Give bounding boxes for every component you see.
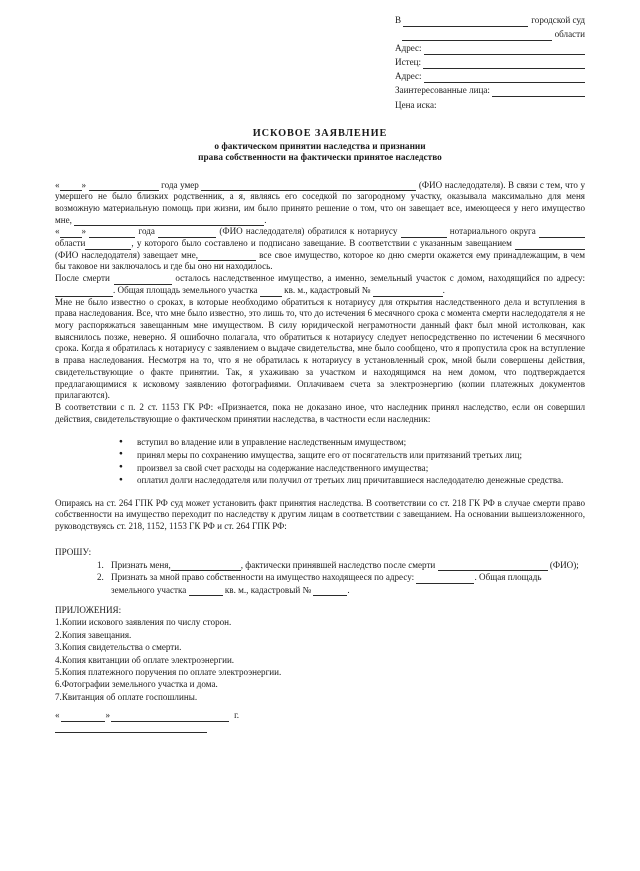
attachment-item: 2.Копия завещания. <box>55 629 132 640</box>
date-day-blank[interactable] <box>61 712 105 722</box>
statutory-condition-item: ● принял меры по сохранению имущества, защите его от посягательств или притязаний третьих лиц; <box>119 449 585 462</box>
paragraph-p2-text: года <box>135 226 159 237</box>
paragraph-p2-text: » <box>81 226 90 237</box>
paragraph-p1-text: . <box>264 214 267 225</box>
paragraph-p2-blank-6[interactable] <box>85 241 131 250</box>
paragraph-p2 <box>55 226 585 273</box>
request-r1-text: , фактически принявшей наследство после смерти <box>240 559 438 570</box>
document-title: ИСКОВОЕ ЗАЯВЛЕНИЕ <box>252 128 388 140</box>
request-list <box>55 559 585 596</box>
statutory-condition-item: ● оплатил долги наследодателя или получил от третьих лиц причитавшиеся наследодателю денежные средства. <box>119 474 585 487</box>
paragraph-p3 <box>55 273 585 296</box>
request-r1-text: (ФИО); <box>547 559 579 570</box>
court-prefix-label: В <box>395 15 402 25</box>
request-item-r2 <box>97 571 585 596</box>
court-address-blank[interactable] <box>424 44 585 55</box>
claim-price-line <box>395 99 585 112</box>
signature-date-line <box>55 710 585 722</box>
attachment-item: 3.Копия свидетельства о смерти. <box>55 642 182 653</box>
court-region-suffix-label: области <box>554 29 585 40</box>
court-addressee-block <box>395 14 585 111</box>
interested-parties-blank[interactable] <box>492 86 585 97</box>
paragraph-p1-blank-3[interactable] <box>201 182 416 191</box>
request-heading: ПРОШУ: <box>55 546 92 557</box>
paragraph-p3-blank-4[interactable] <box>373 288 443 297</box>
request-r2-text: кв. м., кадастровый № <box>222 584 314 595</box>
court-region-blank[interactable] <box>402 30 552 41</box>
court-address-label: Адрес: <box>395 43 422 54</box>
paragraph-p3-text: . <box>442 284 445 295</box>
paragraph-p2-text: (ФИО наследодателя) завещает мне, <box>55 249 199 260</box>
paragraph-p6-text: Опираясь на ст. 264 ГПК РФ суд может установить факт принятия наследства. В соответствии со ст. 218 ГК РФ в случае смерти право собственности на имущество переходит по наследству к другим лицам в соответствии с завещанием. На основании вышеизложенного, руководствуясь ст. 218, 1152, 1153 ГК РФ и ст. 264 ГПК РФ: <box>55 497 585 532</box>
document-body <box>55 14 585 733</box>
request-r1-blank-2[interactable] <box>438 562 548 571</box>
statutory-condition-item: ● вступил во владение или в управление наследственным имуществом; <box>119 436 585 449</box>
paragraph-p2-text: области <box>55 238 86 249</box>
paragraph-p2-text: (ФИО наследодателя) обратился к нотариусу <box>216 226 401 237</box>
paragraph-p3-text: осталось наследственное имущество, а именно, земельный участок с домом, находящийся по адресу: <box>171 273 586 284</box>
request-r1-text: Признать меня, <box>111 559 171 570</box>
request-r2-blank-3[interactable] <box>313 584 350 596</box>
attachments-list <box>55 616 585 703</box>
paragraph-p5-text: В соответствии с п. 2 ст. 1153 ГК РФ: «Признается, пока не доказано иное, что наследник принял наследство, если он совершил действия, свидетельствующие о фактическом принятии наследства, в частности если наследник: <box>55 401 585 424</box>
paragraph-p2-blank-2[interactable] <box>89 229 135 238</box>
court-region-line <box>395 28 585 41</box>
request-r2-text: . <box>347 584 350 595</box>
paragraph-p4 <box>55 297 585 402</box>
paragraph-p6 <box>55 498 585 533</box>
plaintiff-line <box>395 56 585 69</box>
attachment-item: 6.Фотографии земельного участка и дома. <box>55 679 218 690</box>
court-name-blank[interactable] <box>403 16 528 27</box>
document-title-block <box>55 128 585 164</box>
attachment-item: 7.Квитанция об оплате госпошлины. <box>55 691 198 702</box>
court-suffix-label: городской суд <box>531 15 585 25</box>
paragraph-p1 <box>55 180 585 227</box>
document-subtitle-line-1: о фактическом принятии наследства и признании <box>214 141 426 152</box>
paragraph-p2-text: , у которого было составлено и подписано завещание. В соответствии с указанным завещанием <box>131 238 515 249</box>
request-item-r1 <box>97 559 585 571</box>
attachments-heading: ПРИЛОЖЕНИЯ: <box>55 605 122 616</box>
interested-parties-label: Заинтересованные лица: <box>395 85 490 96</box>
plaintiff-address-blank[interactable] <box>424 72 585 83</box>
date-month-year-blank[interactable] <box>111 712 229 722</box>
request-r2-text: Признать за мной право собственности на имущество находящееся по адресу: <box>111 572 417 583</box>
paragraph-p2-text: нотариального округа <box>446 226 539 237</box>
paragraph-p1-blank-4[interactable] <box>74 214 267 226</box>
request-r1-blank-1[interactable] <box>171 562 241 571</box>
paragraph-p3-text: После смерти <box>55 273 114 284</box>
court-name-line <box>395 14 585 27</box>
paragraph-p2-text: « <box>55 226 60 237</box>
statutory-conditions-list <box>55 436 585 486</box>
date-year-suffix: г. <box>234 710 240 721</box>
attachment-item: 1.Копии искового заявления по числу сторон. <box>55 617 232 628</box>
paragraph-container <box>55 180 585 426</box>
paragraph-p2-blank-7[interactable] <box>515 241 585 250</box>
attachment-item: 5.Копия платежного поручения по оплате электроэнергии. <box>55 667 282 678</box>
statutory-condition-item: ● произвел за свой счет расходы на содержание наследственного имущества; <box>119 462 585 475</box>
paragraph-p1-blank-2[interactable] <box>89 182 159 191</box>
court-address-line <box>395 42 585 55</box>
date-quote-close: » <box>105 710 111 721</box>
interested-parties-line <box>395 84 585 97</box>
paragraph-p2-blank-3[interactable] <box>158 229 216 238</box>
paragraph-p3-blank-3[interactable] <box>260 288 282 297</box>
claim-price-label: Цена иска: <box>395 99 437 110</box>
paragraph-p3-blank-1[interactable] <box>114 276 172 285</box>
paragraph-p5 <box>55 402 585 425</box>
paragraph-p3-text: . Общая площадь земельного участка <box>113 284 260 295</box>
paragraph-p2-blank-4[interactable] <box>401 229 447 238</box>
paragraph-p1-text: года умер <box>158 179 202 190</box>
request-r2-blank-1[interactable] <box>416 575 474 584</box>
plaintiff-label: Истец: <box>395 57 422 68</box>
paragraph-p2-blank-8[interactable] <box>198 252 256 261</box>
date-quote-open: « <box>55 710 60 721</box>
document-content <box>55 180 585 733</box>
paragraph-p1-text: « <box>55 179 60 190</box>
paragraph-p1-text: (ФИО наследодателя). В связи с тем, что у умершего не было близких родственник, а я, являясь его соседкой по загородному участку, оказывала максимально для меня возможную материальную помощь при жизни, им было принято решение о том, что он завещает все, имеющееся у него имущество мне, <box>55 179 585 225</box>
plaintiff-blank[interactable] <box>423 58 585 69</box>
paragraph-p3-text: кв. м., кадастровый № <box>281 284 373 295</box>
paragraph-p2-blank-1[interactable] <box>60 229 82 238</box>
paragraph-p1-text: » <box>81 179 89 190</box>
plaintiff-address-line <box>395 70 585 83</box>
attachment-item: 4.Копия квитанции об оплате электроэнергии. <box>55 654 235 665</box>
plaintiff-address-label: Адрес: <box>395 71 422 82</box>
closing-paragraph-container <box>55 498 585 533</box>
paragraph-p1-blank-1[interactable] <box>60 182 82 191</box>
paragraph-p3-blank-2[interactable] <box>55 288 113 297</box>
signature-blank[interactable] <box>55 731 207 733</box>
document-subtitle-line-2: права собственности на фактически принятое наследство <box>198 153 442 164</box>
request-r2-blank-2[interactable] <box>189 587 223 596</box>
paragraph-p4-text: Мне не было известно о сроках, в которые необходимо обратиться к нотариусу для открытия наследственного дела и вступления в права наследования. Все, что мне было известно, это лишь то, что до истечения 6 месячного срока с момента смерти наследодателя я не могу распоряжаться завещанным мне имуществом. В силу юридической неграмотности данный факт был мной истолкован, как выяснилось позже, неверно. Я ошибочно полагала, что обратиться к нотариусу следует непосредственно по истечении 6 месячного срока. Когда я обратилась к нотариусу с заявлением о выдаче свидетельства, мне было сообщено, что я пропустила срок на вступление в права наследования. Несмотря на то, что я не обратилась к нотариусу в установленный срок, мной были совершены действия, свидетельствующие о факте принятии. Так, я ухаживаю за участком и находящимся на нем домом, что подтверждается предлагающимися к исковому заявлению фотографиями. Оплачиваем счета за электроэнергию (копии платежных документов прилагаются). <box>55 296 585 401</box>
paragraph-p2-blank-5[interactable] <box>539 229 585 238</box>
request-r2-text: . Общая площадь земельного участка <box>111 572 542 595</box>
paragraph-p2-text: все свое имущество, которое ко дню смерти окажется ему принадлежащим, в чем бы таковое ни заключалось и где бы оно ни находилось. <box>55 249 585 272</box>
